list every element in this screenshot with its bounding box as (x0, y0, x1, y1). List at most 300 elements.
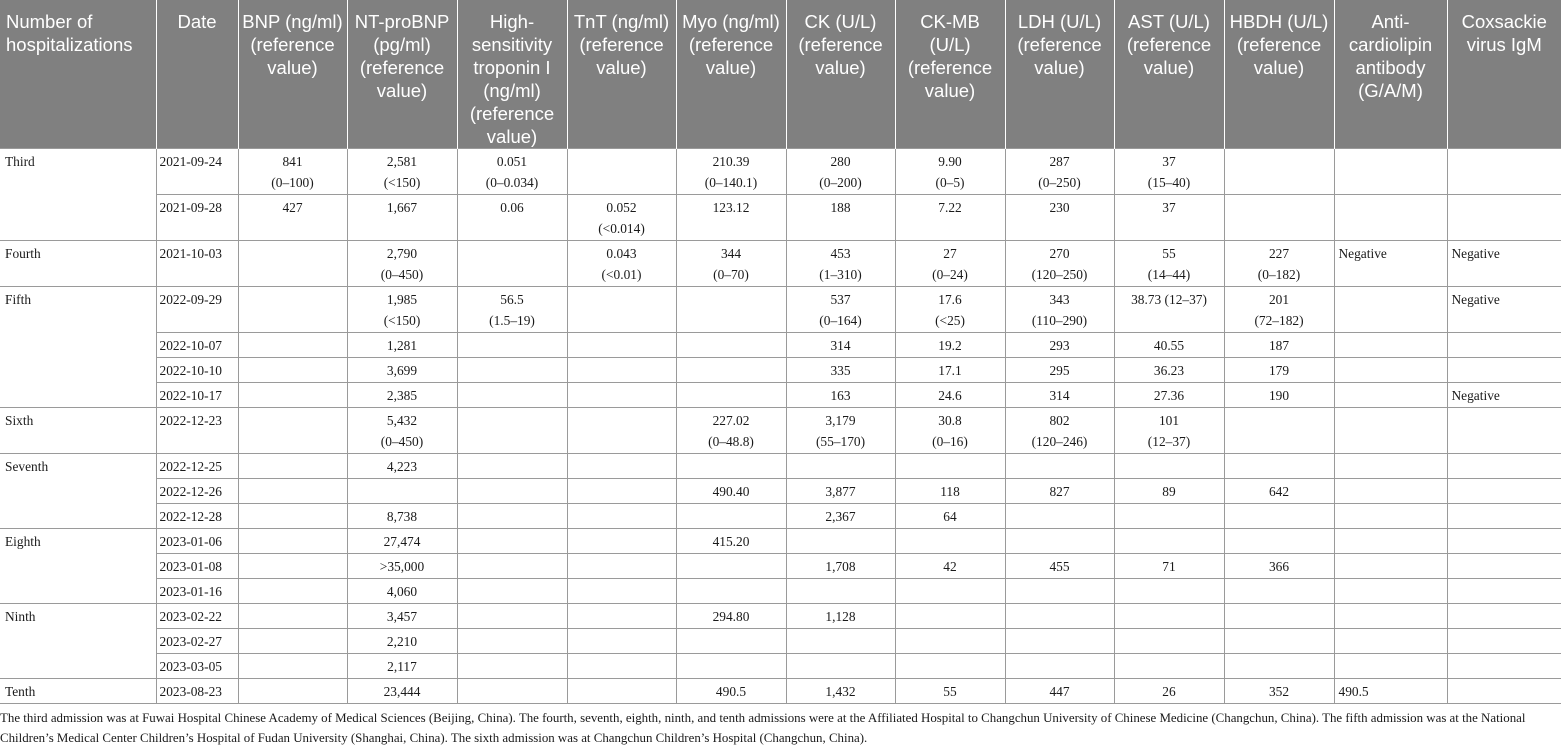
table-cell (238, 358, 347, 383)
hospitalization-cell: Third (0, 149, 156, 241)
cell-value: 23,444 (383, 684, 421, 699)
table-cell (567, 504, 676, 529)
table-cell (1334, 408, 1447, 454)
cell-reference: (72–182) (1254, 313, 1304, 328)
table-cell (1334, 454, 1447, 479)
table-cell (676, 579, 786, 604)
table-cell (1005, 579, 1114, 604)
table-cell (347, 629, 457, 654)
table-cell (457, 454, 567, 479)
table-cell (895, 554, 1005, 579)
table-row (0, 504, 1561, 529)
cell-reference: (0–164) (819, 313, 862, 328)
cell-reference: (120–250) (1031, 267, 1088, 282)
cell-value: 163 (830, 388, 851, 403)
table-cell (567, 195, 676, 241)
cell-value: 30.8 (938, 413, 962, 428)
cell-value: 26 (1162, 684, 1176, 699)
table-cell (1334, 679, 1447, 704)
table-cell (457, 654, 567, 679)
table-cell (1005, 287, 1114, 333)
cell-value: 118 (940, 484, 960, 499)
table-cell (676, 629, 786, 654)
table-row (0, 479, 1561, 504)
cell-value: 179 (1268, 363, 1290, 378)
cell-value: 3,457 (386, 609, 418, 624)
cell-value: 17.6 (938, 292, 962, 307)
table-cell (1447, 554, 1561, 579)
table-cell (1114, 479, 1224, 504)
table-cell (238, 604, 347, 629)
cell-value: 89 (1162, 484, 1176, 499)
cell-value: 1,985 (386, 292, 418, 307)
table-cell (1114, 579, 1224, 604)
cell-value: 55 (943, 684, 957, 699)
table-cell (1114, 604, 1224, 629)
cell-value: 314 (830, 338, 851, 353)
cell-reference: (0–200) (819, 175, 862, 190)
date-cell: 2022-10-17 (156, 383, 238, 408)
table-cell (1334, 529, 1447, 554)
cell-value: Negative (1451, 388, 1500, 403)
table-cell (1114, 383, 1224, 408)
col-header: CK-MB (U/L) (reference value) (895, 0, 1005, 149)
table-cell (1005, 554, 1114, 579)
date-cell: 2023-01-08 (156, 554, 238, 579)
table-cell (347, 149, 457, 195)
cell-value: 293 (1049, 338, 1070, 353)
table-cell (895, 383, 1005, 408)
table-cell (1114, 554, 1224, 579)
cell-value: 3,877 (825, 484, 856, 499)
cell-value: 295 (1049, 363, 1070, 378)
date-cell: 2023-02-27 (156, 629, 238, 654)
table-cell (676, 529, 786, 554)
table-cell (1224, 358, 1334, 383)
cell-reference: (<25) (935, 313, 965, 328)
table-cell (1224, 479, 1334, 504)
table-row (0, 454, 1561, 479)
table-cell (676, 554, 786, 579)
table-cell (895, 579, 1005, 604)
cell-value: 343 (1049, 292, 1070, 307)
table-cell (457, 149, 567, 195)
table-cell (676, 333, 786, 358)
table-cell (567, 679, 676, 704)
table-cell (786, 149, 895, 195)
cell-value: 490.5 (715, 684, 747, 699)
table-cell (347, 529, 457, 554)
table-cell (1005, 195, 1114, 241)
table-cell (1334, 604, 1447, 629)
table-cell (567, 529, 676, 554)
date-cell: 2022-10-10 (156, 358, 238, 383)
table-cell (1224, 149, 1334, 195)
hospitalization-cell: Ninth (0, 604, 156, 679)
cell-reference: (<150) (383, 313, 421, 328)
table-cell (567, 408, 676, 454)
cell-reference: (0–100) (271, 175, 314, 190)
table-cell (347, 358, 457, 383)
table-cell (786, 479, 895, 504)
date-cell: 2023-01-06 (156, 529, 238, 554)
date-cell: 2022-12-28 (156, 504, 238, 529)
cell-reference: (1.5–19) (489, 313, 535, 328)
cell-reference: (0–5) (935, 175, 965, 190)
table-cell (567, 654, 676, 679)
table-cell (238, 383, 347, 408)
table-cell (238, 195, 347, 241)
cell-value: 101 (1158, 413, 1180, 428)
table-cell (786, 287, 895, 333)
cell-value: 187 (1268, 338, 1290, 353)
cell-value: 1,667 (386, 200, 418, 215)
table-cell (895, 333, 1005, 358)
cell-value: 17.1 (938, 363, 962, 378)
cell-value: 827 (1049, 484, 1070, 499)
table-row (0, 195, 1561, 241)
table-cell (676, 149, 786, 195)
col-header: Date (156, 0, 238, 149)
table-cell (1334, 504, 1447, 529)
cell-value: 2,367 (825, 509, 856, 524)
table-cell (457, 241, 567, 287)
table-cell (1447, 629, 1561, 654)
table-cell (1224, 408, 1334, 454)
table-cell (676, 383, 786, 408)
cell-value: 344 (720, 246, 742, 261)
table-cell (1114, 149, 1224, 195)
table-cell (895, 654, 1005, 679)
table-cell (786, 454, 895, 479)
table-cell (676, 287, 786, 333)
table-cell (1005, 358, 1114, 383)
date-cell: 2021-09-24 (156, 149, 238, 195)
cell-value: 2,385 (386, 388, 418, 403)
date-cell: 2022-12-23 (156, 408, 238, 454)
table-cell (1334, 629, 1447, 654)
table-cell (1005, 454, 1114, 479)
table-cell (1447, 383, 1561, 408)
cell-reference: (0–450) (380, 267, 424, 282)
table-cell (347, 604, 457, 629)
table-cell (238, 333, 347, 358)
cell-value: 802 (1049, 413, 1070, 428)
table-cell (1447, 287, 1561, 333)
table-cell (1005, 408, 1114, 454)
cell-value: Negative (1338, 246, 1387, 261)
table-cell (1114, 629, 1224, 654)
cell-value: 0.051 (496, 154, 528, 169)
cell-value: 3,699 (386, 363, 418, 378)
hospitalization-cell: Seventh (0, 454, 156, 529)
table-cell (347, 554, 457, 579)
cell-value: 64 (943, 509, 957, 524)
col-header: LDH (U/L) (reference value) (1005, 0, 1114, 149)
table-cell (1114, 333, 1224, 358)
table-cell (1224, 383, 1334, 408)
table-cell (1334, 554, 1447, 579)
table-cell (1447, 504, 1561, 529)
table-cell (238, 479, 347, 504)
table-cell (1447, 454, 1561, 479)
table-row (0, 529, 1561, 554)
cell-value: 1,432 (825, 684, 856, 699)
table-row (0, 287, 1561, 333)
table-cell (567, 383, 676, 408)
table-cell (786, 333, 895, 358)
table-cell (238, 287, 347, 333)
date-cell: 2021-09-28 (156, 195, 238, 241)
table-cell (786, 408, 895, 454)
cell-reference: (15–40) (1147, 175, 1191, 190)
table-cell (1005, 149, 1114, 195)
cell-value: 201 (1268, 292, 1290, 307)
cell-value: 0.052 (606, 200, 637, 215)
table-cell (786, 579, 895, 604)
table-cell (1447, 195, 1561, 241)
table-cell (1114, 358, 1224, 383)
table-row (0, 604, 1561, 629)
table-cell (676, 604, 786, 629)
cell-reference: (0–24) (932, 267, 968, 282)
table-cell (238, 149, 347, 195)
cell-value: 188 (830, 200, 851, 215)
table-cell (347, 679, 457, 704)
table-cell (1005, 504, 1114, 529)
table-cell (1224, 554, 1334, 579)
cell-reference: (<150) (383, 175, 421, 190)
cell-value: 1,708 (825, 559, 856, 574)
cell-reference: (0–182) (1257, 267, 1301, 282)
table-cell (895, 479, 1005, 504)
table-cell (1334, 149, 1447, 195)
cell-reference: (<0.01) (601, 267, 642, 282)
hospitalization-cell: Fifth (0, 287, 156, 408)
table-cell (1114, 504, 1224, 529)
table-cell (457, 629, 567, 654)
cell-value: 38.73 (12–37) (1131, 292, 1207, 307)
cell-value: 537 (830, 292, 851, 307)
table-cell (457, 579, 567, 604)
cell-value: 37 (1162, 154, 1176, 169)
cell-value: 280 (830, 154, 851, 169)
table-cell (238, 529, 347, 554)
table-cell (786, 383, 895, 408)
cell-value: 56.5 (500, 292, 524, 307)
table-cell (895, 149, 1005, 195)
cell-value: 42 (943, 559, 957, 574)
table-cell (347, 333, 457, 358)
table-cell (457, 504, 567, 529)
table-cell (1224, 504, 1334, 529)
cell-value: 270 (1049, 246, 1070, 261)
table-cell (567, 604, 676, 629)
cell-value: >35,000 (379, 559, 425, 574)
cell-value: 352 (1268, 684, 1290, 699)
cell-value: 453 (830, 246, 851, 261)
cell-value: 490.40 (712, 484, 750, 499)
cell-reference: (55–170) (815, 434, 866, 449)
table-cell (347, 195, 457, 241)
table-cell (1447, 679, 1561, 704)
table-cell (1224, 604, 1334, 629)
table-row (0, 629, 1561, 654)
cell-reference: (0–16) (932, 434, 968, 449)
table-cell (676, 195, 786, 241)
cell-value: 7.22 (938, 200, 962, 215)
cell-reference: (0–70) (713, 267, 749, 282)
table-cell (1447, 604, 1561, 629)
col-header: TnT (ng/ml) (reference value) (567, 0, 676, 149)
table-cell (1114, 529, 1224, 554)
date-cell: 2021-10-03 (156, 241, 238, 287)
table-cell (238, 654, 347, 679)
table-row (0, 408, 1561, 454)
cell-reference: (110–290) (1031, 313, 1088, 328)
table-cell (1005, 241, 1114, 287)
table-cell (347, 479, 457, 504)
date-cell: 2023-03-05 (156, 654, 238, 679)
table-cell (786, 554, 895, 579)
table-cell (895, 408, 1005, 454)
table-cell (1334, 333, 1447, 358)
cell-reference: (0–0.034) (485, 175, 539, 190)
table-cell (676, 241, 786, 287)
cell-reference: (0–450) (380, 434, 424, 449)
table-cell (1224, 333, 1334, 358)
cell-value: 455 (1049, 559, 1070, 574)
table-cell (1005, 479, 1114, 504)
table-row (0, 333, 1561, 358)
table-cell (347, 383, 457, 408)
table-cell (895, 679, 1005, 704)
table-cell (1447, 241, 1561, 287)
table-cell (676, 358, 786, 383)
table-cell (1114, 679, 1224, 704)
cell-value: 314 (1049, 388, 1070, 403)
table-row (0, 241, 1561, 287)
cell-value: 36.23 (1153, 363, 1185, 378)
date-cell: 2023-02-22 (156, 604, 238, 629)
col-header: Anti-cardiolipin antibody (G/A/M) (1334, 0, 1447, 149)
table-cell (786, 604, 895, 629)
table-cell (238, 241, 347, 287)
table-cell (1005, 654, 1114, 679)
table-cell (457, 358, 567, 383)
table-cell (1334, 358, 1447, 383)
cell-reference: (120–246) (1031, 434, 1088, 449)
table-cell (786, 358, 895, 383)
table-cell (238, 629, 347, 654)
table-cell (567, 479, 676, 504)
cell-value: 9.90 (938, 154, 962, 169)
table-cell (457, 383, 567, 408)
table-cell (457, 679, 567, 704)
table-cell (1447, 529, 1561, 554)
table-cell (1447, 479, 1561, 504)
table-cell (1224, 529, 1334, 554)
date-cell: 2023-01-16 (156, 579, 238, 604)
table-cell (676, 408, 786, 454)
table-cell (1114, 408, 1224, 454)
table-row (0, 554, 1561, 579)
cell-value: 55 (1162, 246, 1176, 261)
col-header: BNP (ng/ml) (reference value) (238, 0, 347, 149)
table-row (0, 654, 1561, 679)
cell-value: 642 (1268, 484, 1290, 499)
cell-value: 1,128 (825, 609, 856, 624)
table-cell (1447, 408, 1561, 454)
cell-value: 2,210 (386, 634, 418, 649)
cell-value: 0.06 (500, 200, 524, 215)
table-cell (1334, 287, 1447, 333)
table-body (0, 149, 1561, 704)
cell-value: 1,281 (386, 338, 418, 353)
table-cell (895, 504, 1005, 529)
table-cell (238, 579, 347, 604)
table-cell (347, 579, 457, 604)
cell-reference: (14–44) (1147, 267, 1191, 282)
table-cell (238, 408, 347, 454)
table-cell (1447, 358, 1561, 383)
table-cell (1224, 629, 1334, 654)
cell-value: 27,474 (383, 534, 421, 549)
cell-value: 24.6 (938, 388, 962, 403)
cell-value: 0.043 (606, 246, 637, 261)
table-row (0, 358, 1561, 383)
table-cell (786, 195, 895, 241)
table-cell (1224, 579, 1334, 604)
col-header: CK (U/L) (reference value) (786, 0, 895, 149)
table-cell (1114, 195, 1224, 241)
cell-value: Negative (1451, 292, 1500, 307)
table-cell (1334, 479, 1447, 504)
table-cell (567, 333, 676, 358)
table-cell (347, 654, 457, 679)
table-cell (1224, 241, 1334, 287)
table-cell (567, 241, 676, 287)
table-cell (347, 241, 457, 287)
table-cell (786, 241, 895, 287)
cell-value: 71 (1162, 559, 1176, 574)
table-cell (895, 454, 1005, 479)
table-cell (1224, 454, 1334, 479)
hospitalization-cell: Fourth (0, 241, 156, 287)
cell-value: 2,790 (386, 246, 418, 261)
cell-value: 230 (1049, 200, 1070, 215)
table-cell (676, 654, 786, 679)
table-cell (1114, 287, 1224, 333)
date-cell: 2022-12-25 (156, 454, 238, 479)
table-cell (895, 195, 1005, 241)
table-cell (1005, 529, 1114, 554)
cell-value: 335 (830, 363, 851, 378)
table-cell (457, 195, 567, 241)
table-cell (786, 679, 895, 704)
date-cell: 2022-12-26 (156, 479, 238, 504)
table-cell (567, 454, 676, 479)
table-cell (1005, 383, 1114, 408)
table-cell (895, 287, 1005, 333)
table-cell (1447, 579, 1561, 604)
cell-value: 490.5 (1338, 684, 1369, 699)
col-header: AST (U/L) (reference value) (1114, 0, 1224, 149)
table-cell (1224, 679, 1334, 704)
date-cell: 2022-09-29 (156, 287, 238, 333)
table-cell (786, 504, 895, 529)
table-cell (895, 529, 1005, 554)
